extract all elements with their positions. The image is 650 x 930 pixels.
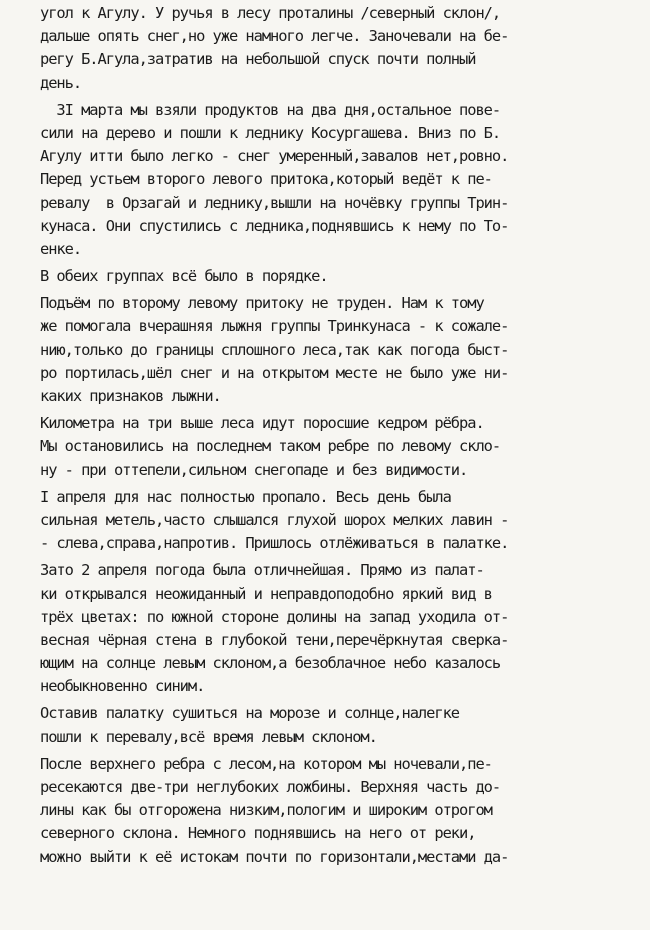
- paragraph-6: [40, 486, 626, 556]
- text-line: сили на дерево и пошли к леднику Косургашева. Вниз по Б.: [40, 123, 501, 142]
- text-line: сильная метель,часто слышался глухой шорох мелких лавин -: [40, 510, 509, 529]
- text-line: кунаса. Они спустились с ледника,поднявшись к нему по То-: [40, 216, 509, 235]
- text-line: В обеих группах всё было в порядке.: [40, 267, 328, 286]
- paragraph-8: [40, 702, 626, 748]
- text-line: Подъём по второму левому притоку не труден. Нам к тому: [40, 294, 484, 313]
- text-line: дальше опять снег,но уже намного легче. Заночевали на бе-: [40, 27, 509, 46]
- text-line: угол к Агулу. У ручья в лесу проталины /северный склон/,: [40, 4, 501, 22]
- text-line: Перед устьем второго левого притока,который ведёт к пе-: [40, 170, 492, 189]
- text-line: лины как бы отгорожена низким,пологим и широким отрогом: [40, 801, 492, 820]
- text-line: После верхнего ребра с лесом,на котором мы ночевали,пе-: [40, 754, 492, 773]
- text-line: ки открывался неожиданный и неправдоподобно яркий вид в: [40, 584, 492, 603]
- text-line: день.: [40, 73, 82, 92]
- text-line: ро портилась,шёл снег и на открытом месте не было уже ни-: [40, 363, 509, 382]
- paragraph-5: [40, 412, 626, 482]
- text-line: I апреля для нас полностью пропало. Весь день была: [40, 487, 451, 506]
- paragraph-3: [40, 265, 626, 288]
- text-line: необыкновенно синим.: [40, 677, 205, 696]
- text-line: - слева,справа,напротив. Пришлось отлёживаться в палатке.: [40, 534, 509, 553]
- text-line: каких признаков лыжни.: [40, 387, 221, 405]
- paragraph-7: [40, 559, 626, 698]
- paragraph-9: [40, 753, 626, 869]
- text-line: ревалу в Орзагай и леднику,вышли на ночёвку группы Трин-: [40, 193, 509, 212]
- text-line: Агулу итти было легко - снег умеренный,завалов нет,ровно.: [40, 147, 509, 166]
- text-line: трёх цветах: по южной стороне долины на запад уходила от-: [40, 607, 509, 626]
- paragraph-2: [40, 99, 626, 261]
- text-line: же помогала вчерашняя лыжня группы Тринкунаса - к сожале-: [40, 317, 509, 336]
- text-line: Мы остановились на последнем таком ребре по левому скло-: [40, 437, 501, 456]
- paragraph-4: [40, 292, 626, 408]
- paragraph-1: [40, 2, 626, 95]
- text-line: северного склона. Немного поднявшись на него от реки,: [40, 824, 476, 843]
- text-line: 3I марта мы взяли продуктов на два дня,остальное пове-: [40, 100, 501, 119]
- text-line: нию,только до границы сплошного леса,так как погода быст-: [40, 340, 509, 359]
- text-line: ющим на солнце левым склоном,а безоблачное небо казалось: [40, 654, 501, 673]
- text-line: ресекаются две-три неглубоких ложбины. Верхняя часть до-: [40, 778, 501, 796]
- text-line: енке.: [40, 239, 82, 258]
- text-line: ну - при оттепели,сильном снегопаде и без видимости.: [40, 460, 468, 479]
- text-line: можно выйти к её истокам почти по горизонтали,местами да-: [40, 847, 509, 866]
- text-line: регу Б.Агула,затратив на небольшой спуск почти полный: [40, 50, 476, 69]
- text-line: Зато 2 апреля погода была отличнейшая. Прямо из палат-: [40, 561, 484, 580]
- text-line: пошли к перевалу,всё время левым склоном.: [40, 727, 377, 746]
- text-line: Оставив палатку сушиться на морозе и солнце,налегке: [40, 704, 460, 723]
- text-line: весная чёрная стена в глубокой тени,перечёркнутая сверка-: [40, 630, 509, 649]
- text-line: Километра на три выше леса идут поросшие кедром рёбра.: [40, 414, 484, 433]
